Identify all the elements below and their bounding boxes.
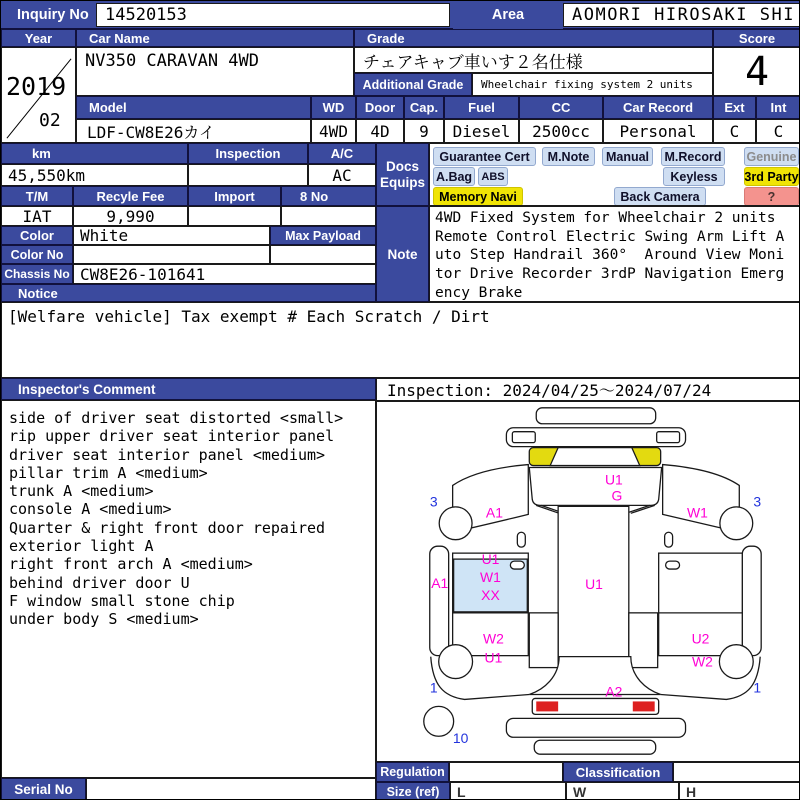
- left-rear-wheel-shape: [439, 507, 472, 540]
- comment-line: Quarter & right front door repaired: [9, 518, 326, 537]
- car-name-header: Car Name: [76, 29, 354, 47]
- right-door-handle: [666, 561, 680, 569]
- serial-no-value: [86, 778, 376, 800]
- comment-line: behind driver door U: [9, 573, 190, 592]
- comment-line: under body S <medium>: [9, 610, 199, 629]
- comment-line: driver seat interior panel <medium>: [9, 445, 326, 464]
- mark-right-front-wheel: 1: [753, 679, 762, 696]
- mark-left-slide-2: W1: [480, 568, 501, 585]
- import-header: Import: [188, 186, 281, 206]
- notice-header: Notice: [1, 284, 376, 302]
- note-line: ency Brake: [435, 284, 523, 301]
- year-value: 2019: [6, 72, 67, 101]
- note-line: tor Drive Recorder 3rdP Navigation Emerg: [435, 266, 785, 283]
- comment-line: console A <medium>: [9, 500, 172, 519]
- mark-right-quarter: W1: [687, 504, 708, 521]
- comment-line: side of driver seat distorted <small>: [9, 409, 344, 427]
- badge-genuine: Genuine: [744, 147, 799, 166]
- regulation-header: Regulation: [376, 762, 449, 782]
- mark-left-rear-wheel: 3: [429, 493, 438, 510]
- gate-roof-line-right: [631, 505, 655, 513]
- comment-line: pillar trim A <medium>: [9, 463, 208, 482]
- badge-3rd-party: 3rd Party: [744, 167, 799, 186]
- wd-header: WD: [311, 96, 356, 119]
- car-record-value: Personal: [603, 119, 713, 143]
- badge-memory-navi: Memory Navi: [433, 187, 523, 206]
- tail-lamp-center: [550, 448, 640, 466]
- ext-value: C: [713, 119, 756, 143]
- right-rear-wheel-shape: [720, 507, 753, 540]
- ac-value: AC: [308, 164, 376, 186]
- badge-airbag: A.Bag: [433, 167, 475, 186]
- badge-m-record: M.Record: [661, 147, 725, 166]
- model-value: LDF-CW8E26カイ: [76, 119, 311, 143]
- tm-header: T/M: [1, 186, 73, 206]
- right-headlight-mark: [633, 701, 655, 711]
- inspector-comment-body: [1, 400, 376, 778]
- ac-header: A/C: [308, 143, 376, 164]
- size-h-cell: H: [679, 782, 800, 800]
- model-header: Model: [76, 96, 311, 119]
- mark-right-door-2: W2: [692, 653, 713, 670]
- grade-header: Grade: [354, 29, 713, 47]
- month-value: 02: [39, 110, 61, 131]
- left-door-handle: [510, 561, 524, 569]
- comment-line: trunk A <medium>: [9, 482, 154, 501]
- note-line: 4WD Fixed System for Wheelchair 2 units: [435, 210, 776, 226]
- note-line: uto Step Handrail 360° Around View Moni: [435, 247, 785, 264]
- serial-no-header: Serial No: [1, 778, 86, 800]
- cc-header: CC: [519, 96, 603, 119]
- mark-rear-gate-1: U1: [604, 471, 623, 488]
- wd-value: 4WD: [311, 119, 356, 143]
- km-value: 45,550km: [1, 164, 188, 186]
- recycle-fee-value: 9,990: [73, 206, 188, 226]
- mark-rear-gate-2: G: [611, 487, 623, 504]
- left-headlight-mark: [536, 701, 558, 711]
- mark-left-door-1: W2: [483, 630, 504, 647]
- comment-line: exterior light A: [9, 537, 154, 556]
- right-rocker-shape: [742, 546, 761, 655]
- badge-abs: ABS: [478, 167, 508, 186]
- classification-value: [673, 762, 800, 782]
- badge-manual: Manual: [602, 147, 653, 166]
- rear-bumper-left-detail: [512, 432, 535, 443]
- badge-back-camera: Back Camera: [614, 187, 706, 206]
- right-front-wheel-shape: [719, 645, 753, 679]
- equips-panel: [429, 143, 800, 206]
- rear-bumper-right-detail: [657, 432, 680, 443]
- eight-no-value: [281, 206, 376, 226]
- front-bumper-shape: [506, 718, 685, 737]
- max-payload-value: [270, 245, 376, 264]
- docs-label: Docs: [385, 158, 419, 174]
- size-l-cell: L: [450, 782, 566, 800]
- door-value: 4D: [356, 119, 404, 143]
- chassis-no-value: CW8E26-101641: [73, 264, 376, 284]
- badge-m-note: M.Note: [542, 147, 595, 166]
- mark-right-rear-wheel: 3: [753, 493, 762, 510]
- rear-upper-bumper-shape: [536, 408, 655, 424]
- cap-header: Cap.: [404, 96, 444, 119]
- gate-roof-line-left: [536, 505, 559, 513]
- cap-value: 9: [404, 119, 444, 143]
- badge-keyless: Keyless: [663, 167, 725, 186]
- comment-line: right front arch A <medium>: [9, 555, 253, 574]
- mark-left-slide-1: U1: [481, 551, 500, 568]
- left-rocker-shape: [430, 546, 449, 655]
- inspection-header: Inspection: [188, 143, 308, 164]
- tm-value: IAT: [1, 206, 73, 226]
- mark-left-front-wheel: 1: [429, 679, 438, 696]
- km-header: km: [1, 143, 188, 164]
- mark-roof: U1: [585, 575, 603, 592]
- car-diagram: [377, 401, 800, 762]
- car-diagram-panel: [376, 401, 800, 762]
- import-value: [188, 206, 281, 226]
- int-value: C: [756, 119, 800, 143]
- note-text: [429, 206, 800, 302]
- spare-tire-shape: [424, 706, 454, 736]
- inspector-comment-header: Inspector's Comment: [1, 378, 376, 400]
- equips-label: Equips: [379, 174, 425, 190]
- mark-front-bumper: A2: [605, 683, 623, 700]
- mark-spare-tire: 10: [452, 730, 469, 747]
- car-name-value: NV350 CARAVAN 4WD: [76, 47, 354, 96]
- rear-gate-shape: [529, 468, 661, 506]
- area-label: Area: [453, 1, 563, 29]
- eight-no-header: 8 No: [281, 186, 376, 206]
- additional-grade-value: Wheelchair fixing system 2 units: [472, 73, 713, 96]
- color-value: White: [73, 226, 270, 245]
- inquiry-no-label: Inquiry No: [17, 6, 89, 23]
- left-pillar-mark: [517, 532, 525, 547]
- ext-header: Ext: [713, 96, 756, 119]
- comment-line: rip upper driver seat interior panel: [9, 427, 335, 446]
- score-header: Score: [713, 29, 800, 47]
- right-pillar-mark: [665, 532, 673, 547]
- mark-left-slide-3: XX: [481, 586, 500, 603]
- inspection-period: Inspection: 2024/04/25〜2024/07/24: [376, 378, 800, 401]
- fuel-value: Diesel: [444, 119, 519, 143]
- badge-unknown: ?: [744, 187, 799, 206]
- year-header: Year: [1, 29, 76, 47]
- max-payload-header: Max Payload: [270, 226, 376, 245]
- door-header: Door: [356, 96, 404, 119]
- grade-value: チェアキャブ車いす２名仕様: [354, 47, 713, 73]
- note-line: Remote Control Electric Swing Arm Lift A: [435, 228, 785, 245]
- score-value: 4: [713, 47, 800, 96]
- inquiry-no-value: 14520153: [96, 3, 450, 27]
- regulation-value: [449, 762, 563, 782]
- mark-left-rocker: A1: [431, 574, 449, 591]
- mark-right-door-1: U2: [691, 630, 710, 647]
- left-front-door-window: [529, 613, 558, 668]
- chassis-no-header: Chassis No: [1, 264, 73, 284]
- right-front-door-window: [629, 613, 658, 668]
- color-header: Color: [1, 226, 73, 245]
- area-value: AOMORI HIROSAKI SHI: [563, 3, 800, 27]
- additional-grade-label: Additional Grade: [354, 73, 472, 96]
- classification-header: Classification: [563, 762, 673, 782]
- recycle-fee-header: Recyle Fee: [73, 186, 188, 206]
- mark-left-door-2: U1: [484, 649, 503, 666]
- mark-left-quarter: A1: [485, 504, 503, 521]
- color-no-value: [73, 245, 270, 264]
- fuel-header: Fuel: [444, 96, 519, 119]
- comment-line: F window small stone chip: [9, 591, 235, 610]
- badge-guarantee-cert: Guarantee Cert: [433, 147, 536, 166]
- size-header: Size (ref): [376, 782, 450, 800]
- inspection-value: [188, 164, 308, 186]
- notice-value: [Welfare vehicle] Tax exempt # Each Scratch / Dirt: [1, 302, 800, 378]
- cc-value: 2500cc: [519, 119, 603, 143]
- color-no-header: Color No: [1, 245, 73, 264]
- front-lower-bumper-shape: [534, 740, 655, 754]
- year-cell: [1, 47, 76, 143]
- int-header: Int: [756, 96, 800, 119]
- size-w-cell: W: [566, 782, 679, 800]
- docs-equips-header: [376, 143, 429, 206]
- left-front-wheel-shape: [439, 645, 473, 679]
- car-record-header: Car Record: [603, 96, 713, 119]
- note-header: Note: [376, 206, 429, 302]
